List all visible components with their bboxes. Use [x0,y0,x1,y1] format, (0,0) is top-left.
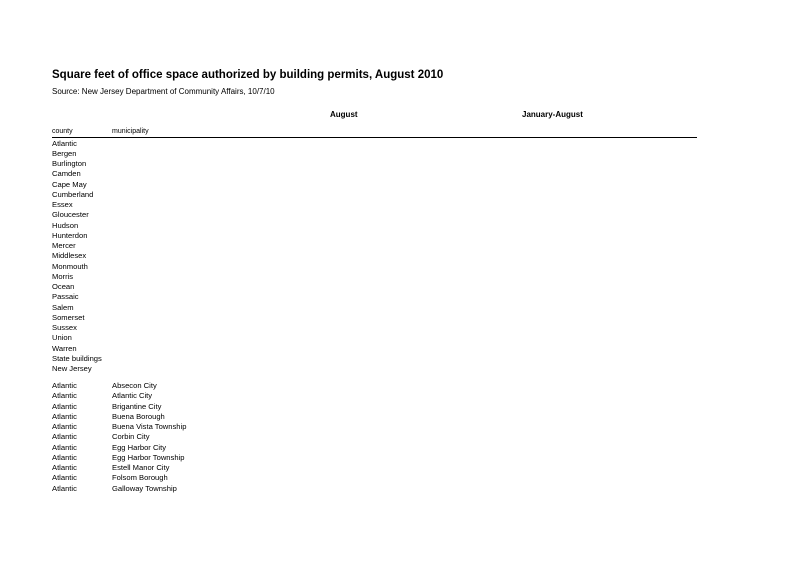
municipality-cell: Brigantine City [112,402,162,411]
municipality-cell: Folsom Borough [112,473,168,482]
county-cell: Cumberland [52,190,94,199]
group-header-august: August [330,110,358,119]
county-cell: Morris [52,272,74,281]
municipality-cell: Absecon City [112,381,157,390]
source-note: Source: New Jersey Department of Community Affairs, 10/7/10 [52,87,275,96]
county-cell: Atlantic [52,484,77,493]
county-cell: Middlesex [52,251,87,260]
municipality-cell: Estell Manor City [112,463,170,472]
county-cell: Atlantic [52,402,77,411]
county-cell: Union [52,333,72,342]
county-cell: Somerset [52,313,85,322]
municipality-cell: Galloway Township [112,484,177,493]
county-cell: Atlantic [52,443,77,452]
county-cell: Hunterdon [52,231,88,240]
county-cell: Passaic [52,292,79,301]
county-cell: State buildings [52,354,102,363]
county-cell: Warren [52,344,77,353]
county-cell: Gloucester [52,210,89,219]
county-cell: Salem [52,303,74,312]
county-cell: Camden [52,169,81,178]
county-cell: Atlantic [52,412,77,421]
county-cell: Essex [52,200,73,209]
county-cell: Sussex [52,323,77,332]
county-cell: Atlantic [52,381,77,390]
header-rule [52,137,697,138]
county-cell: Bergen [52,149,77,158]
county-cell: Atlantic [52,391,77,400]
county-cell: Burlington [52,159,87,168]
county-cell: Monmouth [52,262,88,271]
municipality-cell: Corbin City [112,432,150,441]
page-title: Square feet of office space authorized by building permits, August 2010 [52,69,444,81]
county-cell: Atlantic [52,453,77,462]
county-cell: Atlantic [52,432,77,441]
municipality-cell: Buena Borough [112,412,165,421]
county-cell: New Jersey [52,364,92,373]
county-cell: Atlantic [52,422,77,431]
group-header-jan-aug: January-August [522,110,583,119]
municipality-cell: Atlantic City [112,391,153,400]
col-header-county: county [52,128,73,135]
municipality-cell: Buena Vista Township [112,422,187,431]
county-cell: Atlantic [52,463,77,472]
county-cell: Hudson [52,221,79,230]
county-cell: Ocean [52,282,75,291]
col-header-municipality: municipality [112,128,149,135]
county-cell: Atlantic [52,473,77,482]
municipality-cell: Egg Harbor City [112,443,167,452]
county-cell: Atlantic [52,139,77,148]
county-cell: Cape May [52,180,87,189]
municipality-cell: Egg Harbor Township [112,453,185,462]
county-cell: Mercer [52,241,76,250]
